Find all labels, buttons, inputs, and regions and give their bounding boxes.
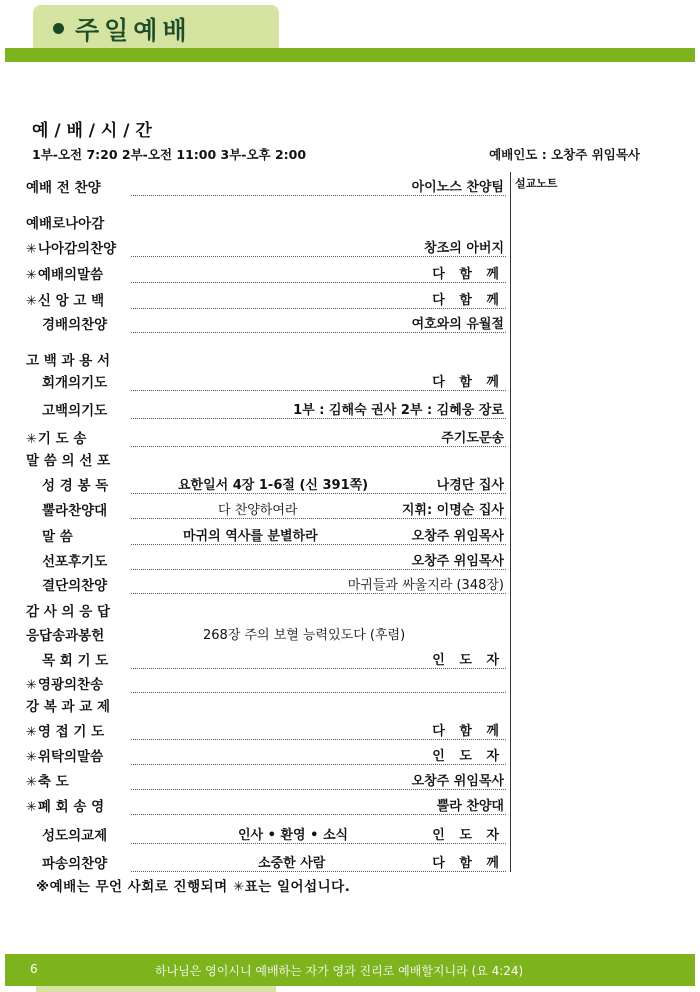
dotted-leader-line <box>131 544 506 545</box>
order-label <box>42 824 107 844</box>
order-value: 지휘: 이명순 집사 <box>401 503 504 518</box>
order-label-text: 성 경 봉 독 <box>42 478 109 494</box>
order-label <box>26 449 110 469</box>
order-value: 다 함 께 <box>432 856 504 871</box>
order-label-text: 영광의찬송 <box>37 677 104 693</box>
order-label-text: 성도의교제 <box>42 828 108 844</box>
dotted-leader-line <box>131 871 506 872</box>
order-value: 뿔라 찬양대 <box>436 799 504 814</box>
order-label-text: 폐 회 송 영 <box>37 799 105 815</box>
order-row <box>18 645 506 669</box>
order-label-text: 경배의찬양 <box>42 317 108 333</box>
order-label-text: 고백의기도 <box>42 403 108 419</box>
order-label <box>26 695 110 715</box>
order-value: 1부 : 김해숙 권사 2부 : 김혜웅 장로 <box>293 403 504 418</box>
footer-verse: 하나님은 영이시니 예배하는 자가 영과 진리로 예배할지니라 (요 4:24) <box>155 964 524 978</box>
order-label <box>42 313 107 333</box>
order-row <box>18 285 506 309</box>
standing-note: ※예배는 무언 사회로 진행되며 ✳표는 일어섭니다. <box>36 879 351 895</box>
dotted-leader-line <box>131 764 506 765</box>
order-label <box>42 852 107 872</box>
order-row <box>18 791 506 815</box>
order-value: 오창주 위임목사 <box>411 554 504 569</box>
asterisk-icon: ✳ <box>26 750 37 765</box>
order-label-text: 응답송과봉헌 <box>26 628 105 644</box>
dotted-leader-line <box>131 843 506 844</box>
order-label-text: 예배 전 찬양 <box>26 180 101 196</box>
service-times: 1부-오전 7:20 2부-오전 11:00 3부-오후 2:00 <box>32 147 307 162</box>
order-label-text: 기 도 송 <box>37 431 87 447</box>
service-leader: 예배인도 : 오창주 위임목사 <box>489 147 640 162</box>
order-row <box>18 470 506 494</box>
asterisk-icon: ✳ <box>26 678 37 693</box>
header-tab <box>33 5 279 50</box>
order-label <box>26 770 69 790</box>
order-row <box>18 423 506 447</box>
order-value: 인 도 자 <box>432 653 504 668</box>
order-value: 다 함 께 <box>432 267 504 282</box>
asterisk-icon: ✳ <box>26 432 37 447</box>
sermon-note-label: 설교노트 <box>515 177 558 190</box>
order-label <box>26 720 104 740</box>
order-row <box>18 620 506 644</box>
order-label <box>42 474 108 494</box>
order-label <box>42 525 73 545</box>
order-detail: 마귀의 역사를 분별하라 <box>183 529 318 544</box>
order-row <box>18 820 506 844</box>
order-row <box>18 521 506 545</box>
order-label <box>42 574 107 594</box>
asterisk-icon: ✳ <box>26 268 37 283</box>
order-detail: 소중한 사람 <box>258 856 326 871</box>
order-label-text: 뿔라찬양대 <box>42 503 108 519</box>
order-label <box>26 212 104 232</box>
order-label-text: 영 접 기 도 <box>37 724 105 740</box>
order-detail: 인사 • 환영 • 소식 <box>238 828 349 843</box>
order-detail: 다 찬양하여라 <box>218 503 298 518</box>
order-label-text: 축 도 <box>37 774 69 790</box>
dotted-leader-line <box>131 593 506 594</box>
dotted-leader-line <box>131 282 506 283</box>
dotted-leader-line <box>131 518 506 519</box>
order-detail: 요한일서 4장 1-6절 (신 391쪽) <box>178 478 369 493</box>
order-row <box>18 716 506 740</box>
order-label-text: 회개의기도 <box>42 375 108 391</box>
dotted-leader-line <box>131 390 506 391</box>
order-value: 아이노스 찬양팀 <box>411 180 504 195</box>
asterisk-icon: ✳ <box>26 775 37 790</box>
order-row <box>18 546 506 570</box>
section-title: 예 / 배 / 시 / 간 <box>32 121 152 141</box>
order-label <box>26 263 103 283</box>
dotted-leader-line <box>131 195 506 196</box>
order-label <box>26 176 101 196</box>
order-row <box>18 259 506 283</box>
order-row <box>18 669 506 693</box>
dotted-leader-line <box>131 739 506 740</box>
order-label <box>42 499 107 519</box>
order-value: 오창주 위임목사 <box>411 774 504 789</box>
order-label <box>42 649 108 669</box>
order-label-text: 파송의찬양 <box>42 856 108 872</box>
dotted-leader-line <box>131 814 506 815</box>
order-label <box>26 289 104 309</box>
column-divider <box>510 172 511 872</box>
dotted-leader-line <box>131 332 506 333</box>
order-label-text: 신 앙 고 백 <box>37 293 105 309</box>
dotted-leader-line <box>131 493 506 494</box>
order-label <box>26 673 103 693</box>
order-row <box>18 367 506 391</box>
bullet-icon <box>53 23 64 34</box>
order-row <box>18 848 506 872</box>
order-row <box>18 172 506 196</box>
header-bar <box>5 48 695 62</box>
order-label-text: 예배로나아감 <box>26 216 105 232</box>
dotted-leader-line <box>131 789 506 790</box>
order-value: 다 함 께 <box>432 293 504 308</box>
order-value: 다 함 께 <box>432 724 504 739</box>
dotted-leader-line <box>131 256 506 257</box>
dotted-leader-line <box>131 418 506 419</box>
order-value: 인 도 자 <box>432 828 504 843</box>
order-value: 나경단 집사 <box>436 478 504 493</box>
order-label <box>26 349 110 369</box>
order-label <box>26 237 116 257</box>
asterisk-icon: ✳ <box>26 800 37 815</box>
order-label-text: 강 복 과 교 제 <box>26 699 111 715</box>
asterisk-icon: ✳ <box>26 242 37 257</box>
order-label <box>42 371 107 391</box>
order-value: 주기도문송 <box>441 431 504 446</box>
order-label <box>26 745 103 765</box>
order-label-text: 고 백 과 용 서 <box>26 353 111 369</box>
order-row <box>18 766 506 790</box>
order-row <box>18 741 506 765</box>
order-label-text: 결단의찬양 <box>42 578 108 594</box>
order-value: 오창주 위임목사 <box>411 529 504 544</box>
order-row <box>18 345 506 369</box>
order-label <box>26 795 104 815</box>
page-title: 주일예배 <box>75 16 192 45</box>
order-value: 인 도 자 <box>432 749 504 764</box>
order-row <box>18 309 506 333</box>
order-value: 다 함 께 <box>432 375 504 390</box>
asterisk-icon: ✳ <box>26 725 37 740</box>
page-number: 6 <box>30 962 38 976</box>
order-value: 마귀들과 싸울지라 (348장) <box>347 578 504 593</box>
order-label-text: 말 씀 <box>42 529 73 545</box>
asterisk-icon: ✳ <box>26 294 37 309</box>
order-row <box>18 596 506 620</box>
order-label-text: 예배의말씀 <box>37 267 104 283</box>
order-label-text: 감 사 의 응 답 <box>26 604 111 620</box>
order-detail: 268장 주의 보혈 능력있도다 (후렴) <box>203 628 406 643</box>
order-row <box>18 445 506 469</box>
order-value: 여호와의 유월절 <box>411 317 504 332</box>
order-row <box>18 395 506 419</box>
order-label-text: 위탁의말씀 <box>37 749 104 765</box>
order-label <box>26 427 86 447</box>
order-label-text: 목 회 기 도 <box>42 653 109 669</box>
order-label <box>42 399 107 419</box>
order-label <box>26 600 110 620</box>
order-label-text: 말 씀 의 선 포 <box>26 453 111 469</box>
order-label-text: 선포후기도 <box>42 554 108 570</box>
order-row <box>18 208 506 232</box>
order-row <box>18 233 506 257</box>
order-label <box>26 624 104 644</box>
order-label-text: 나아감의찬양 <box>37 241 117 257</box>
order-value: 창조의 아버지 <box>424 241 504 256</box>
order-row <box>18 691 506 715</box>
order-row <box>18 570 506 594</box>
order-row <box>18 495 506 519</box>
order-label <box>42 550 107 570</box>
footer-tab <box>36 986 276 992</box>
